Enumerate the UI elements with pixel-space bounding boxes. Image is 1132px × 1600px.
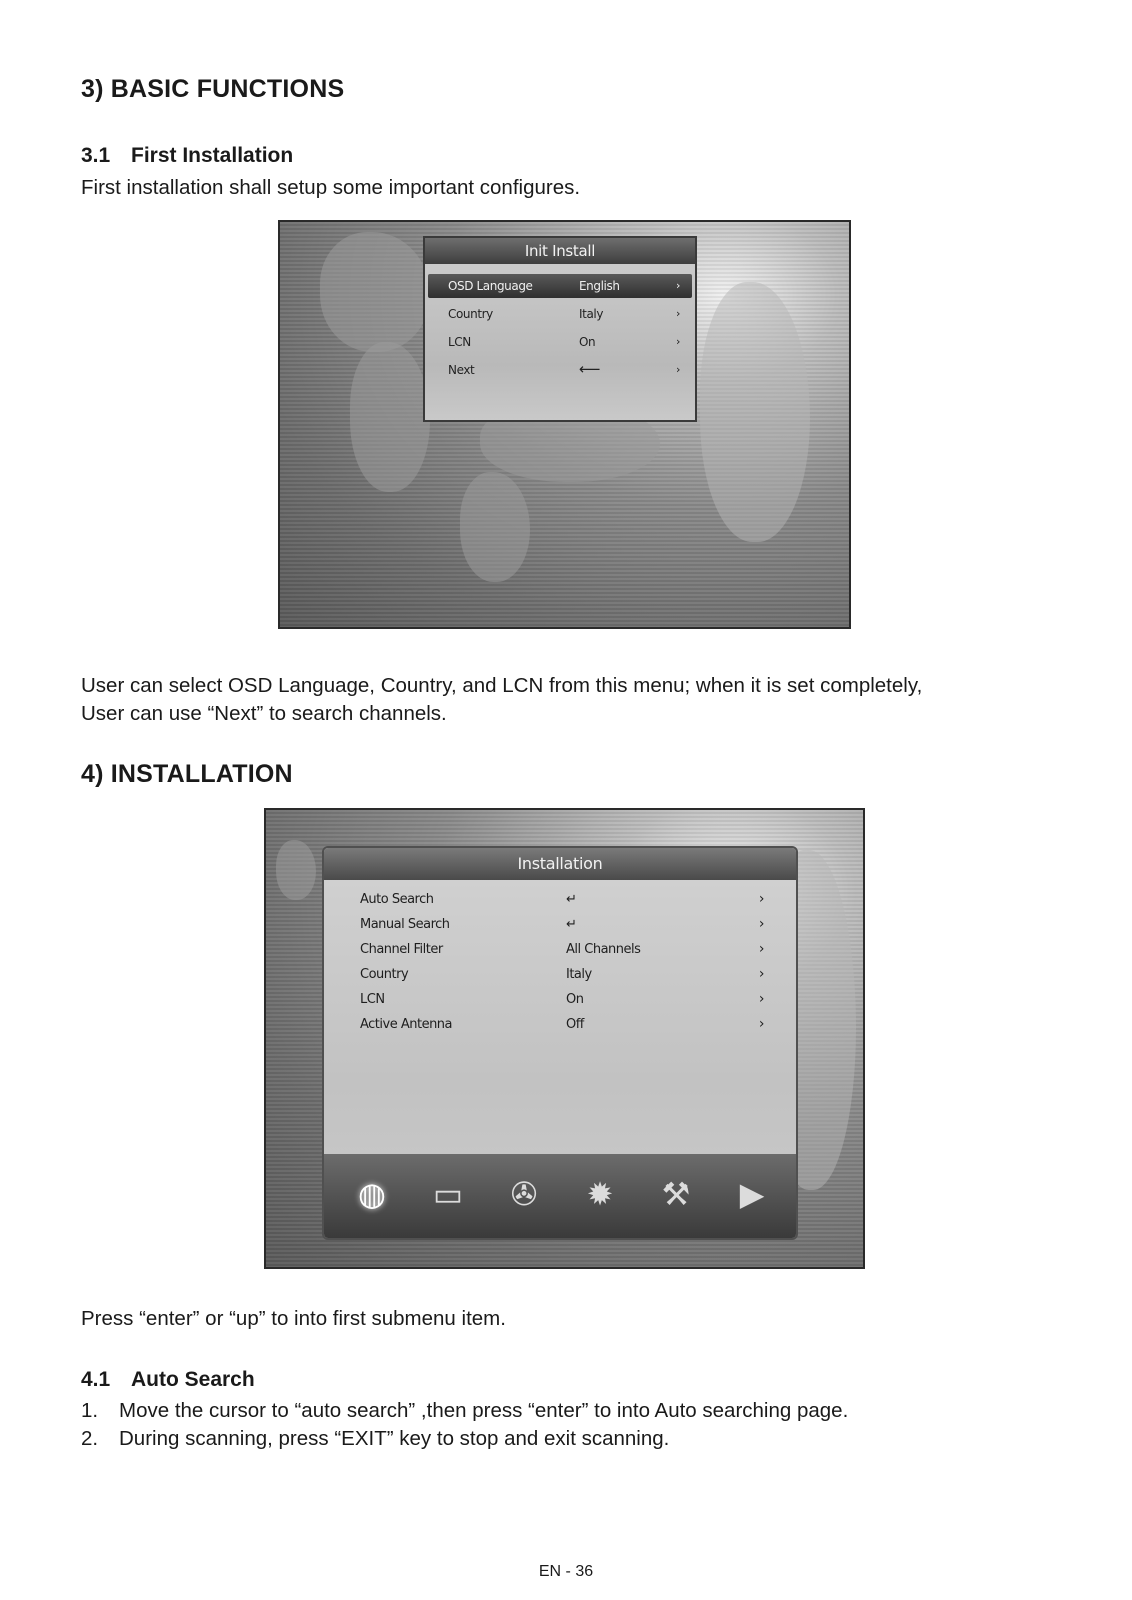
media-play-icon[interactable]: ▶ [739, 1176, 765, 1212]
menu-row-lcn[interactable] [428, 330, 692, 354]
row-label: Channel Filter [360, 942, 443, 957]
world-map-land [350, 342, 430, 492]
menu-row-osd-language[interactable] [428, 274, 692, 298]
chevron-right-icon: › [676, 307, 680, 320]
row-label: LCN [360, 992, 385, 1007]
enter-arrow-icon: ↵ [566, 892, 577, 907]
row-value: All Channels [566, 942, 641, 957]
enter-arrow-icon: ↵ [566, 917, 577, 932]
row-label: Country [360, 967, 409, 982]
row-label: Auto Search [360, 892, 434, 907]
row-value: Italy [579, 307, 604, 321]
menu-row-active-antenna[interactable] [324, 1013, 796, 1038]
tv-monitor-icon[interactable]: ▭ [432, 1176, 464, 1212]
chevron-right-icon: › [758, 941, 764, 957]
list-number: 1. [81, 1399, 99, 1422]
row-label: Next [448, 363, 475, 377]
section-heading-installation: 4) INSTALLATION [81, 760, 293, 788]
dialog-title: Init Install [425, 238, 695, 264]
tools-icon[interactable]: ⚒ [661, 1176, 691, 1212]
menu-row-next[interactable] [428, 358, 692, 382]
row-label: LCN [448, 335, 471, 349]
chevron-right-icon: › [758, 991, 764, 1007]
row-value: Italy [566, 967, 592, 982]
row-label: OSD Language [448, 279, 533, 293]
row-label: Manual Search [360, 917, 450, 932]
list-item [81, 1425, 848, 1453]
installation-globe-icon[interactable]: ◍ [358, 1176, 386, 1212]
dialog-title: Installation [324, 848, 796, 880]
init-install-dialog [423, 236, 697, 422]
subsection-heading-auto-search [81, 1368, 255, 1392]
menu-row-lcn[interactable] [324, 988, 796, 1013]
film-reel-icon[interactable]: ✇ [510, 1176, 538, 1212]
description-paragraph [81, 672, 922, 728]
subsection-title: Auto Search [131, 1368, 255, 1391]
list-text: During scanning, press “EXIT” key to stop and exit scanning. [119, 1427, 670, 1450]
chevron-right-icon: › [676, 279, 680, 292]
row-label: Country [448, 307, 493, 321]
row-value: On [566, 992, 584, 1007]
subsection-title: First Installation [131, 144, 294, 167]
world-map-land [700, 282, 810, 542]
steps-list [81, 1397, 848, 1453]
description-line: User can select OSD Language, Country, and LCN from this menu; when it is set completely, [81, 674, 923, 697]
row-value: On [579, 335, 596, 349]
subsection-number: 3.1 [81, 144, 111, 167]
menu-row-manual-search[interactable] [324, 913, 796, 938]
intro-paragraph: First installation shall setup some important configures. [81, 176, 581, 199]
description-line: User can use “Next” to search channels. [81, 702, 447, 725]
list-number: 2. [81, 1427, 99, 1450]
menu-row-channel-filter[interactable] [324, 938, 796, 963]
menu-row-country[interactable] [324, 963, 796, 988]
world-map-land [460, 472, 530, 582]
gear-settings-icon[interactable]: ✹ [586, 1176, 614, 1212]
installation-dialog [322, 846, 798, 1240]
chevron-right-icon: › [676, 363, 680, 376]
page-number: EN - 36 [538, 1563, 594, 1580]
row-value: Off [566, 1017, 584, 1032]
press-enter-paragraph: Press “enter” or “up” to into first submenu item. [81, 1307, 506, 1330]
list-item [81, 1397, 848, 1425]
init-install-screenshot [278, 220, 851, 629]
menu-row-country[interactable] [428, 302, 692, 326]
row-value: English [579, 279, 620, 293]
list-text: Move the cursor to “auto search” ,then press “enter” to into Auto searching page. [119, 1399, 849, 1422]
section-heading-basic-functions: 3) BASIC FUNCTIONS [81, 75, 345, 103]
chevron-right-icon: › [758, 891, 764, 907]
subsection-number: 4.1 [81, 1368, 111, 1391]
main-menu-icon-bar [324, 1154, 796, 1238]
world-map-land [320, 232, 430, 352]
chevron-right-icon: › [758, 916, 764, 932]
enter-arrow-icon: ⟵ [579, 360, 601, 378]
row-label: Active Antenna [360, 1017, 453, 1032]
chevron-right-icon: › [676, 335, 680, 348]
chevron-right-icon: › [758, 1016, 764, 1032]
menu-row-auto-search[interactable] [324, 888, 796, 913]
subsection-heading-first-installation [81, 144, 293, 168]
globe-logo [276, 840, 316, 900]
chevron-right-icon: › [758, 966, 764, 982]
installation-screenshot [264, 808, 865, 1269]
